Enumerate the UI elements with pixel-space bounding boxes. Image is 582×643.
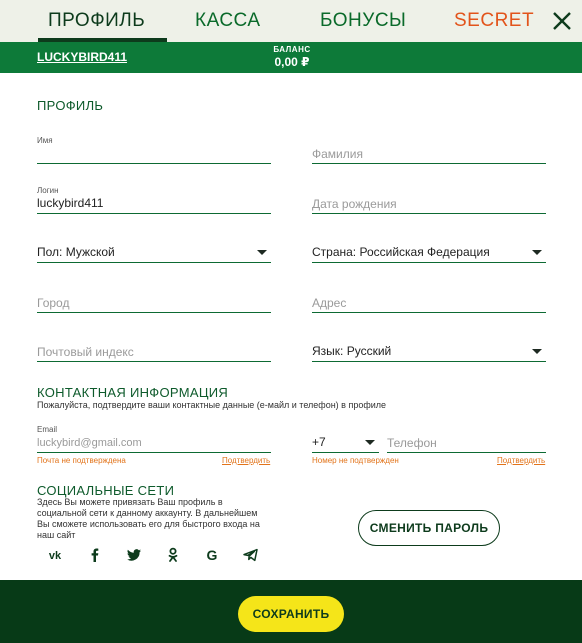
chevron-down-icon (532, 250, 542, 255)
phone-input[interactable] (387, 436, 546, 450)
login-value: luckybird411 (37, 196, 104, 210)
chevron-down-icon (365, 440, 375, 445)
country-select[interactable] (312, 223, 546, 263)
postal-code-input[interactable] (37, 345, 271, 359)
footer-bar (0, 580, 582, 643)
address-field[interactable] (312, 273, 546, 313)
login-field[interactable] (37, 174, 271, 214)
social-description: Здесь Вы можете привязать Ваш профиль в социальной сети к данному аккаунту. В дальнейшем Вы сможете использовать его для быстрого входа на наш сайт (37, 497, 260, 540)
contacts-section-title: КОНТАКТНАЯ ИНФОРМАЦИЯ (37, 385, 229, 400)
close-icon[interactable] (550, 9, 574, 33)
first-name-field[interactable] (37, 124, 271, 164)
username-link[interactable]: LUCKYBIRD411 (37, 50, 128, 64)
phone-confirm-link[interactable]: Подтвердить (497, 456, 546, 465)
save-button[interactable]: СОХРАНИТЬ (238, 596, 344, 632)
email-field[interactable] (37, 413, 271, 453)
gender-value: Пол: Мужской (37, 245, 115, 259)
vk-icon[interactable] (46, 546, 64, 564)
postal-code-field[interactable] (37, 322, 271, 362)
gender-select[interactable] (37, 223, 271, 263)
user-bar (0, 42, 582, 73)
first-name-input[interactable] (37, 147, 271, 161)
city-input[interactable] (37, 296, 271, 310)
city-field[interactable] (37, 273, 271, 313)
birth-date-field[interactable] (312, 174, 546, 214)
google-icon[interactable] (203, 546, 221, 564)
email-confirm-link[interactable]: Подтвердить (222, 456, 271, 465)
phone-field[interactable] (387, 413, 546, 453)
profile-section-title: ПРОФИЛЬ (37, 98, 104, 113)
chevron-down-icon (532, 349, 542, 354)
phone-code-select[interactable] (312, 413, 379, 453)
balance-value: 0,00 ₽ (274, 55, 310, 69)
contacts-subtitle: Пожалуйста, подтвердите ваши контактные данные (е-майл и телефон) в профиле (37, 400, 387, 410)
tab-bar (0, 0, 582, 42)
country-value: Страна: Российская Федерация (312, 245, 490, 259)
address-input[interactable] (312, 296, 546, 310)
tab-bonuses[interactable]: БОНУСЫ (320, 10, 407, 31)
login-label: Логин (37, 186, 59, 195)
email-status: Почта не подтверждена (37, 456, 126, 465)
telegram-icon[interactable] (242, 546, 260, 564)
first-name-label: Имя (37, 136, 53, 145)
last-name-field[interactable] (312, 124, 546, 164)
social-section-title: СОЦИАЛЬНЫЕ СЕТИ (37, 483, 175, 498)
tab-cashier[interactable]: КАССА (195, 10, 261, 31)
facebook-icon[interactable] (86, 546, 104, 564)
balance-label: БАЛАНС (273, 45, 311, 54)
svg-text:G: G (206, 547, 218, 563)
phone-code-value: +7 (312, 435, 326, 449)
email-value: luckybird@gmail.com (37, 437, 142, 449)
language-select[interactable] (312, 322, 546, 362)
language-value: Язык: Русский (312, 344, 392, 358)
tab-secret[interactable]: SECRET (454, 10, 535, 31)
odnoklassniki-icon[interactable] (164, 546, 182, 564)
last-name-input[interactable] (312, 147, 546, 161)
svg-text:vk: vk (48, 550, 62, 562)
phone-status: Номер не подтвержден (312, 456, 399, 465)
birth-date-input[interactable] (312, 197, 546, 211)
tab-profile[interactable]: ПРОФИЛЬ (48, 0, 145, 42)
twitter-icon[interactable] (125, 546, 143, 564)
email-label: Email (37, 425, 58, 434)
chevron-down-icon (257, 250, 267, 255)
balance (264, 45, 320, 69)
change-password-button[interactable]: СМЕНИТЬ ПАРОЛЬ (358, 510, 500, 546)
